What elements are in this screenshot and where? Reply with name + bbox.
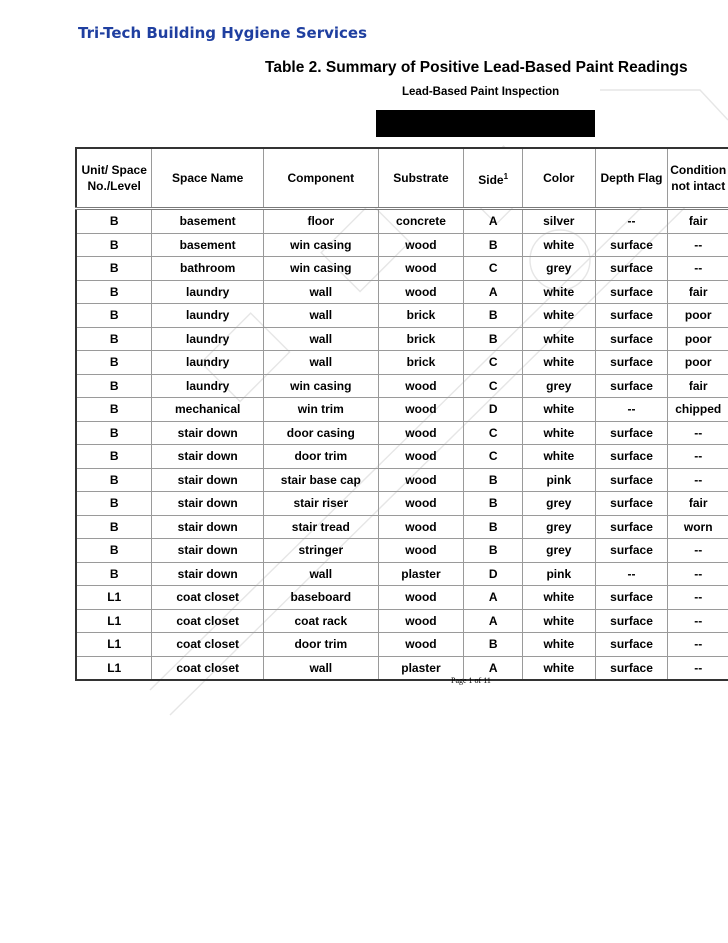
redaction-block [376,110,595,137]
cell-unit: B [76,280,152,304]
company-name: Tri-Tech Building Hygiene Services [78,24,368,42]
cell-color: white [523,445,596,469]
col-header-unit-line2: No./Level [87,179,141,193]
col-header-unit [76,148,152,209]
cell-space-name: coat closet [152,656,264,680]
cell-space-name: laundry [152,304,264,328]
cell-depth-flag: surface [595,539,668,563]
cell-side: D [464,398,523,422]
cell-depth-flag: surface [595,656,668,680]
cell-unit: L1 [76,656,152,680]
cell-condition: poor [668,304,728,328]
cell-color: pink [523,468,596,492]
cell-component: door casing [263,421,378,445]
cell-space-name: stair down [152,562,264,586]
cell-unit: B [76,515,152,539]
col-header-component: Component [263,148,378,209]
cell-space-name: stair down [152,445,264,469]
table-row [76,656,728,680]
cell-unit: B [76,445,152,469]
cell-side: B [464,304,523,328]
cell-depth-flag: surface [595,633,668,657]
cell-unit: B [76,304,152,328]
cell-side: B [464,539,523,563]
cell-side: A [464,609,523,633]
cell-color: white [523,633,596,657]
col-header-side-label: Side [478,172,504,187]
cell-substrate: wood [378,374,464,398]
cell-space-name: stair down [152,539,264,563]
table-row [76,633,728,657]
cell-unit: B [76,492,152,516]
cell-side: B [464,233,523,257]
table-row [76,515,728,539]
cell-side: B [464,492,523,516]
cell-unit: L1 [76,609,152,633]
cell-component: stair tread [263,515,378,539]
cell-component: wall [263,280,378,304]
cell-condition: -- [668,633,728,657]
cell-side: A [464,586,523,610]
table-row [76,351,728,375]
col-header-side [464,148,523,209]
cell-substrate: wood [378,468,464,492]
cell-condition: fair [668,209,728,234]
cell-component: baseboard [263,586,378,610]
cell-substrate: wood [378,421,464,445]
cell-side: B [464,327,523,351]
cell-space-name: laundry [152,327,264,351]
cell-condition: -- [668,586,728,610]
cell-unit: B [76,468,152,492]
cell-condition: chipped [668,398,728,422]
cell-component: door trim [263,445,378,469]
cell-component: win casing [263,374,378,398]
cell-component: wall [263,304,378,328]
cell-side: C [464,351,523,375]
table-row [76,468,728,492]
lead-paint-table [75,147,728,681]
cell-component: wall [263,327,378,351]
cell-substrate: plaster [378,562,464,586]
cell-space-name: stair down [152,515,264,539]
cell-component: coat rack [263,609,378,633]
table-header-row [76,148,728,209]
cell-condition: -- [668,656,728,680]
cell-side: B [464,633,523,657]
cell-side: A [464,280,523,304]
cell-substrate: wood [378,445,464,469]
col-header-color: Color [523,148,596,209]
cell-space-name: coat closet [152,609,264,633]
cell-component: win trim [263,398,378,422]
cell-depth-flag: -- [595,562,668,586]
table-row [76,233,728,257]
cell-space-name: laundry [152,351,264,375]
cell-space-name: laundry [152,280,264,304]
cell-space-name: bathroom [152,257,264,281]
cell-depth-flag: surface [595,492,668,516]
cell-condition: -- [668,609,728,633]
cell-substrate: brick [378,327,464,351]
cell-unit: B [76,257,152,281]
cell-color: grey [523,539,596,563]
table-row [76,562,728,586]
cell-condition: -- [668,539,728,563]
cell-unit: B [76,233,152,257]
cell-condition: poor [668,351,728,375]
cell-color: white [523,233,596,257]
cell-condition: worn [668,515,728,539]
cell-color: grey [523,374,596,398]
cell-component: stringer [263,539,378,563]
cell-color: grey [523,515,596,539]
cell-component: stair riser [263,492,378,516]
cell-substrate: wood [378,586,464,610]
cell-condition: -- [668,562,728,586]
table-row [76,257,728,281]
table-title: Table 2. Summary of Positive Lead-Based Paint Readings [265,59,688,76]
table-row [76,492,728,516]
cell-depth-flag: surface [595,468,668,492]
cell-depth-flag: surface [595,374,668,398]
cell-unit: B [76,351,152,375]
cell-space-name: mechanical [152,398,264,422]
cell-condition: -- [668,233,728,257]
cell-depth-flag: surface [595,609,668,633]
cell-side: A [464,209,523,234]
cell-depth-flag: surface [595,304,668,328]
cell-substrate: wood [378,257,464,281]
cell-color: grey [523,492,596,516]
cell-side: C [464,257,523,281]
cell-side: B [464,468,523,492]
cell-unit: B [76,327,152,351]
cell-space-name: basement [152,233,264,257]
cell-substrate: wood [378,280,464,304]
cell-unit: B [76,374,152,398]
cell-substrate: wood [378,233,464,257]
cell-condition: fair [668,280,728,304]
table-row [76,586,728,610]
page-number: Page 1 of 11 [451,676,491,685]
cell-depth-flag: surface [595,233,668,257]
table-row [76,374,728,398]
cell-substrate: wood [378,515,464,539]
cell-substrate: wood [378,492,464,516]
cell-component: win casing [263,257,378,281]
cell-depth-flag: surface [595,257,668,281]
cell-side: C [464,374,523,398]
table-row [76,421,728,445]
cell-space-name: coat closet [152,586,264,610]
col-header-condition-line1: Condition [670,163,727,177]
table-row [76,398,728,422]
cell-color: white [523,304,596,328]
cell-unit: L1 [76,633,152,657]
col-header-space-name: Space Name [152,148,264,209]
col-header-substrate: Substrate [378,148,464,209]
cell-space-name: stair down [152,468,264,492]
cell-depth-flag: -- [595,209,668,234]
cell-color: white [523,351,596,375]
table-row [76,280,728,304]
cell-space-name: basement [152,209,264,234]
cell-unit: B [76,562,152,586]
cell-substrate: brick [378,304,464,328]
cell-depth-flag: surface [595,515,668,539]
cell-unit: B [76,421,152,445]
table-row [76,327,728,351]
cell-component: wall [263,562,378,586]
cell-space-name: coat closet [152,633,264,657]
cell-condition: -- [668,445,728,469]
cell-component: wall [263,351,378,375]
cell-color: silver [523,209,596,234]
cell-depth-flag: surface [595,445,668,469]
cell-color: white [523,280,596,304]
cell-unit: B [76,398,152,422]
cell-condition: fair [668,374,728,398]
cell-depth-flag: -- [595,398,668,422]
side-footnote-marker: 1 [503,171,509,181]
cell-color: white [523,609,596,633]
cell-substrate: concrete [378,209,464,234]
cell-component: win casing [263,233,378,257]
cell-substrate: brick [378,351,464,375]
cell-color: grey [523,257,596,281]
cell-depth-flag: surface [595,327,668,351]
cell-component: floor [263,209,378,234]
report-subtitle: Lead-Based Paint Inspection [402,86,560,98]
cell-side: D [464,562,523,586]
cell-side: C [464,421,523,445]
col-header-condition-line2: not intact [671,179,726,193]
cell-substrate: plaster [378,656,464,680]
cell-unit: L1 [76,586,152,610]
cell-space-name: laundry [152,374,264,398]
cell-depth-flag: surface [595,280,668,304]
cell-side: C [464,445,523,469]
cell-condition: fair [668,492,728,516]
cell-condition: poor [668,327,728,351]
table-row [76,539,728,563]
cell-depth-flag: surface [595,586,668,610]
cell-space-name: stair down [152,421,264,445]
cell-side: B [464,515,523,539]
cell-color: white [523,586,596,610]
cell-depth-flag: surface [595,351,668,375]
cell-color: white [523,327,596,351]
cell-condition: -- [668,257,728,281]
cell-component: door trim [263,633,378,657]
cell-substrate: wood [378,633,464,657]
table-row [76,209,728,234]
cell-space-name: stair down [152,492,264,516]
col-header-condition [668,148,728,209]
table-row [76,445,728,469]
col-header-unit-line1: Unit/ Space [81,163,147,177]
cell-component: stair base cap [263,468,378,492]
cell-condition: -- [668,421,728,445]
cell-color: pink [523,562,596,586]
cell-color: white [523,398,596,422]
cell-substrate: wood [378,539,464,563]
col-header-depth-flag: Depth Flag [595,148,668,209]
cell-color: white [523,656,596,680]
cell-unit: B [76,539,152,563]
cell-component: wall [263,656,378,680]
cell-depth-flag: surface [595,421,668,445]
cell-side: A [464,656,523,680]
table-row [76,609,728,633]
cell-color: white [523,421,596,445]
cell-substrate: wood [378,609,464,633]
cell-unit: B [76,209,152,234]
table-row [76,304,728,328]
cell-substrate: wood [378,398,464,422]
cell-condition: -- [668,468,728,492]
